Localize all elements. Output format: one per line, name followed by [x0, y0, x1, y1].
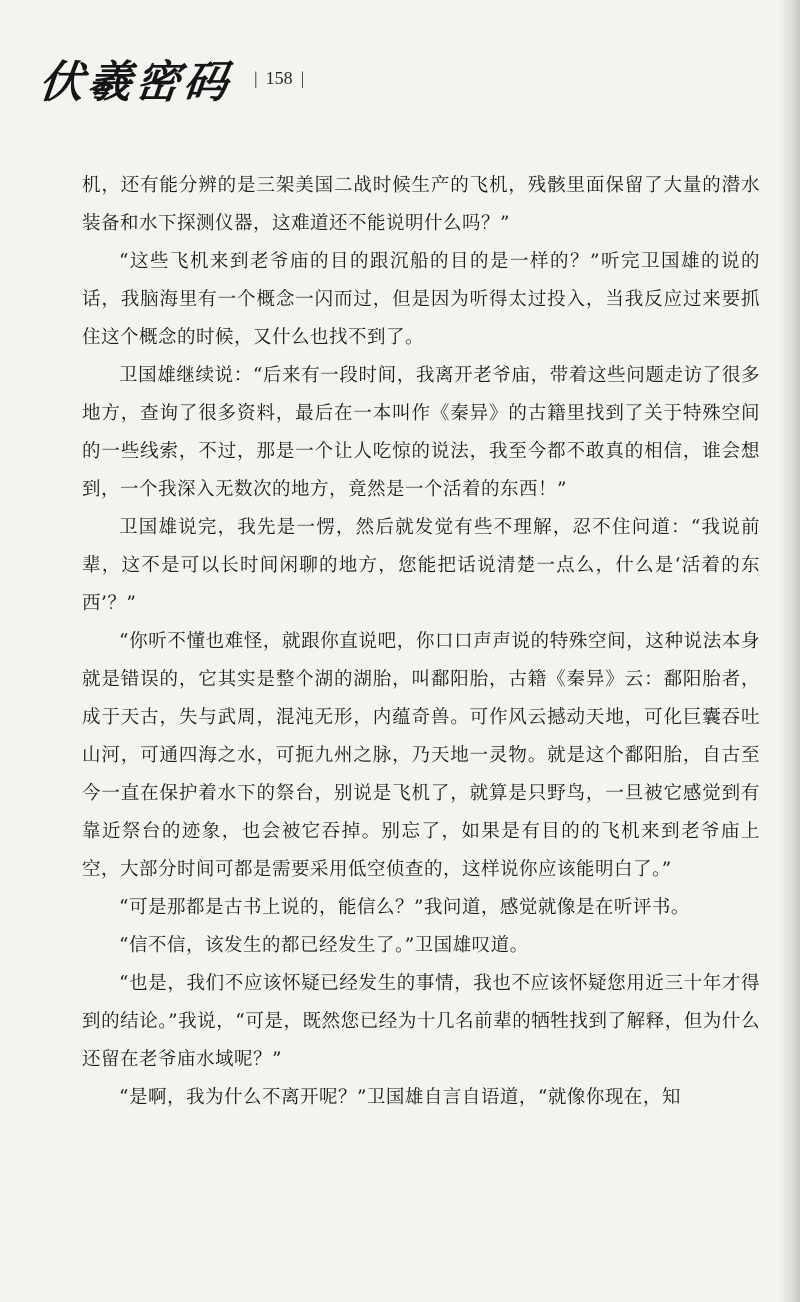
paragraph: “这些飞机来到老爷庙的目的跟沉船的目的是一样的？”听完卫国雄的说的话，我脑海里有一个概念一闪而过，但是因为听得太过投入，当我反应过来要抓住这个概念的时候，又什么也找不到了。	[82, 251, 760, 348]
paragraph: “是啊，我为什么不离开呢？”卫国雄自言自语道，“就像你现在，知	[119, 1087, 681, 1108]
paragraph: 机，还有能分辨的是三架美国二战时候生产的飞机，残骸里面保留了大量的潜水装备和水下探测仪器，这难道还不能说明什么吗？”	[82, 175, 760, 234]
paragraph: “信不信，该发生的都已经发生了。”卫国雄叹道。	[119, 935, 529, 956]
paragraph: “你听不懂也难怪，就跟你直说吧，你口口声声说的特殊空间，这种说法本身就是错误的，它其实是整个湖的湖胎，叫鄱阳胎，古籍《秦异》云：鄱阳胎者，成于天古，失与武周，混沌无形，内蕴奇兽。可作风云撼动天地，可化巨囊吞吐山河，可通四海之水，可扼九州之脉，乃天地一灵物。就是这个鄱阳胎，自古至今一直在保护着水下的祭台，别说是飞机了，就算是只野鸟，一旦被它感觉到有靠近祭台的迹象，也会被它吞掉。别忘了，如果是有目的的飞机来到老爷庙上空，大部分时间可都是需要采用低空侦查的，这样说你应该能明白了。”	[82, 631, 760, 880]
separator-left: |	[254, 67, 258, 88]
page-number-block	[254, 68, 304, 89]
page-header	[36, 48, 305, 108]
page-number: 158	[265, 67, 293, 88]
page-edge-shadow	[778, 0, 800, 1302]
book-title: 伏羲密码	[36, 57, 235, 108]
paragraph: “也是，我们不应该怀疑已经发生的事情，我也不应该怀疑您用近三十年才得到的结论。”我说，“可是，既然您已经为十几名前辈的牺牲找到了解释，但为什么还留在老爷庙水域呢？”	[82, 973, 760, 1070]
paragraph: 卫国雄说完，我先是一愣，然后就发觉有些不理解，忍不住问道：“我说前辈，这不是可以长时间闲聊的地方，您能把话说清楚一点么，什么是‘活着的东西’？”	[82, 517, 760, 614]
separator-right: |	[300, 67, 305, 88]
paragraph: 卫国雄继续说：“后来有一段时间，我离开老爷庙，带着这些问题走访了很多地方，查询了很多资料，最后在一本叫作《秦异》的古籍里找到了关于特殊空间的一些线索，不过，那是一个让人吃惊的说法，我至今都不敢真的相信，谁会想到，一个我深入无数次的地方，竟然是一个活着的东西！”	[82, 365, 760, 500]
paragraph: “可是那都是古书上说的，能信么？”我问道，感觉就像是在听评书。	[119, 897, 690, 918]
body-text	[82, 167, 760, 1117]
